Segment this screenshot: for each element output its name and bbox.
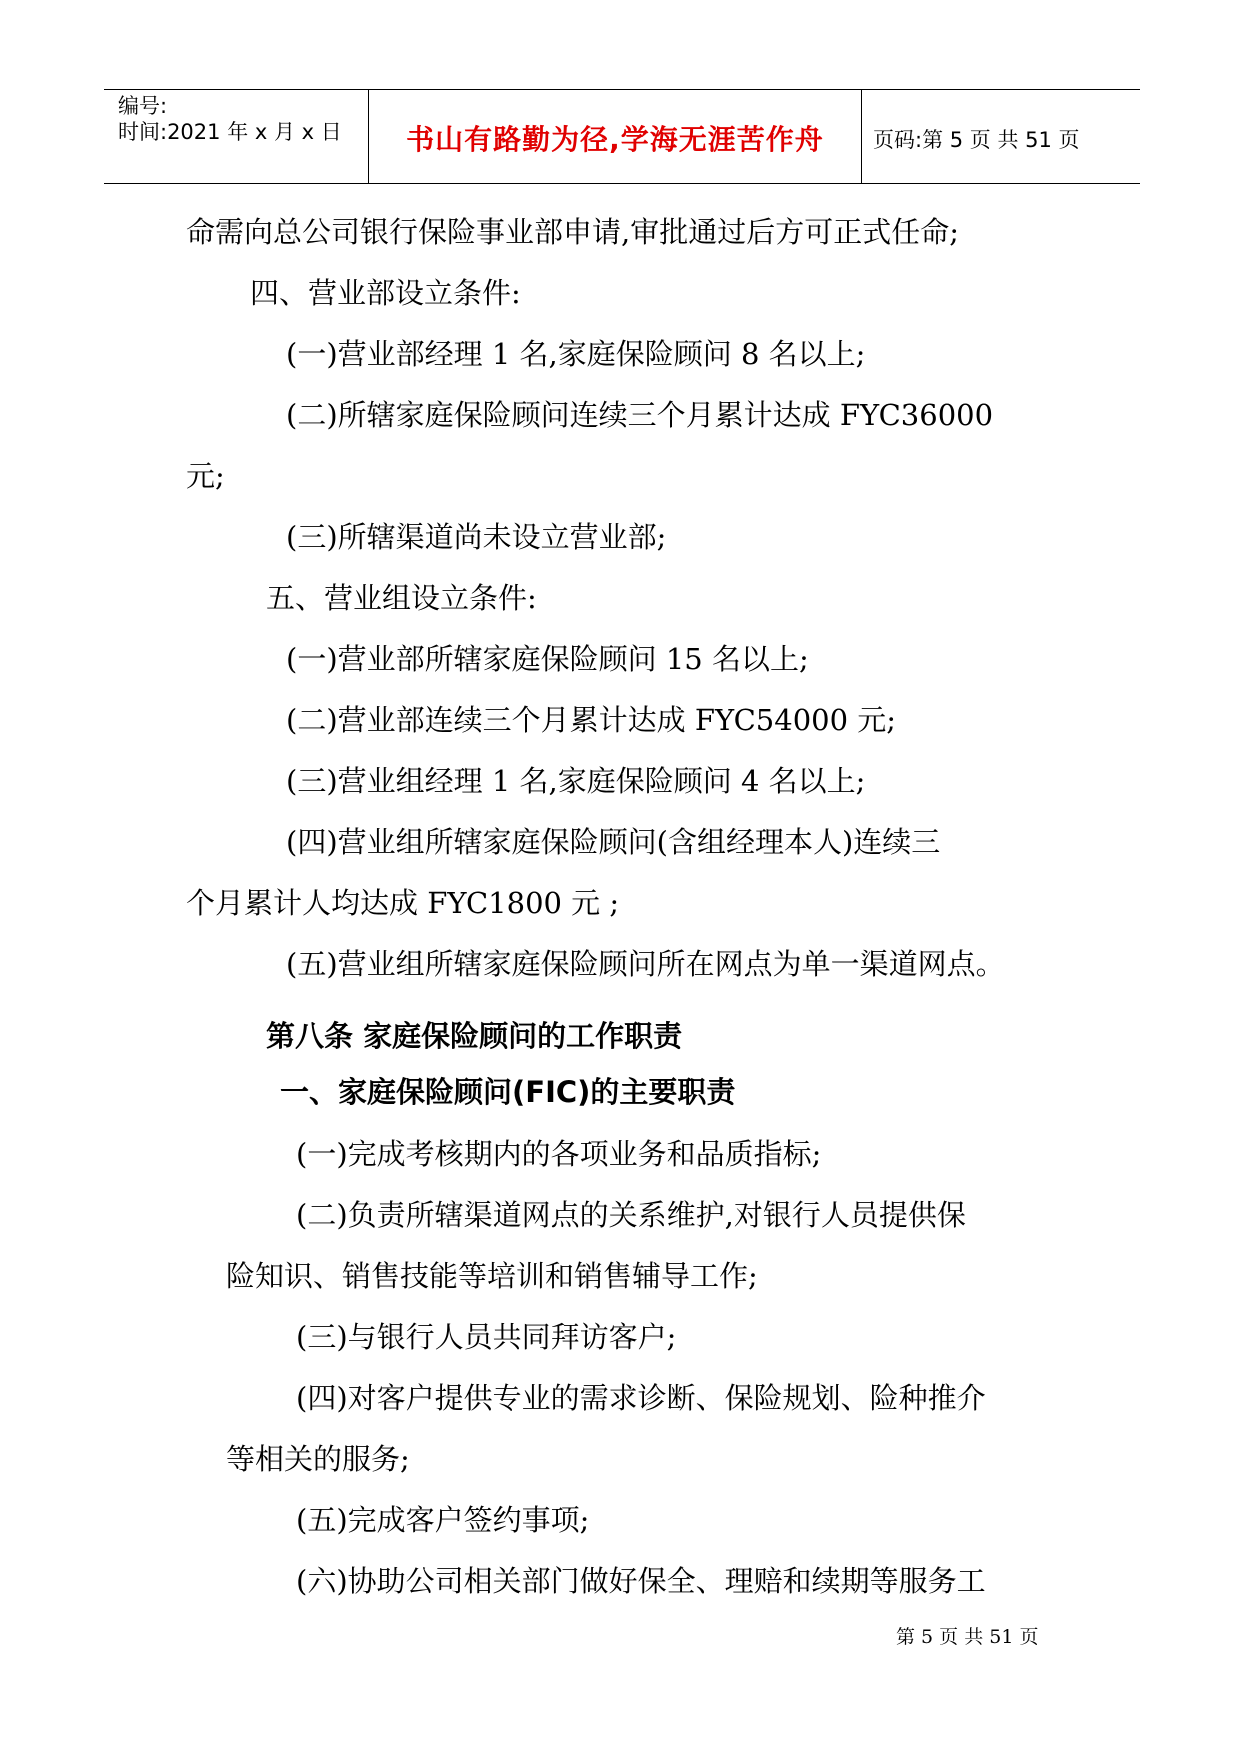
body-line: 险知识、销售技能等培训和销售辅导工作; — [226, 1259, 758, 1293]
document-header — [104, 89, 1140, 184]
subsection-heading: 一、家庭保险顾问(FIC)的主要职责 — [280, 1075, 736, 1109]
body-line: (三)与银行人员共同拜访客户; — [296, 1320, 677, 1354]
footer-page-number: 第 5 页 共 51 页 — [896, 1626, 1039, 1648]
body-line: (一)完成考核期内的各项业务和品质指标; — [296, 1137, 822, 1171]
article-heading: 第八条 家庭保险顾问的工作职责 — [266, 1019, 683, 1053]
body-line: (三)营业组经理 1 名,家庭保险顾问 4 名以上; — [286, 764, 866, 798]
body-line: 元; — [186, 459, 225, 493]
time-label: 时间:2021 年 x 月 x 日 — [118, 120, 342, 144]
body-line: 个月累计人均达成 FYC1800 元 ; — [186, 886, 620, 920]
body-line: (二)营业部连续三个月累计达成 FYC54000 元; — [286, 703, 897, 737]
body-line: (五)完成客户签约事项; — [296, 1503, 590, 1537]
body-line: (六)协助公司相关部门做好保全、理赔和续期等服务工 — [296, 1564, 986, 1598]
header-motto-cell — [368, 90, 862, 183]
motto: 书山有路勤为径,学海无涯苦作舟 — [406, 123, 824, 156]
body-line: (二)负责所辖渠道网点的关系维护,对银行人员提供保 — [296, 1198, 966, 1232]
section-heading: 五、营业组设立条件: — [266, 581, 537, 615]
body-line: (一)营业部经理 1 名,家庭保险顾问 8 名以上; — [286, 337, 866, 371]
section-heading: 四、营业部设立条件: — [250, 276, 521, 310]
body-line: (一)营业部所辖家庭保险顾问 15 名以上; — [286, 642, 809, 676]
body-line: (二)所辖家庭保险顾问连续三个月累计达成 FYC36000 — [286, 398, 994, 432]
body-line: 等相关的服务; — [226, 1442, 410, 1476]
body-line: (四)营业组所辖家庭保险顾问(含组经理本人)连续三 — [286, 825, 941, 859]
header-page-cell — [861, 90, 1140, 183]
header-page-info: 页码:第 5 页 共 51 页 — [873, 128, 1080, 152]
body-line: (四)对客户提供专业的需求诊断、保险规划、险种推介 — [296, 1381, 986, 1415]
body-line: (三)所辖渠道尚未设立营业部; — [286, 520, 667, 554]
serial-label: 编号: — [118, 94, 168, 118]
body-line: 命需向总公司银行保险事业部申请,审批通过后方可正式任命; — [186, 215, 959, 249]
body-line: (五)营业组所辖家庭保险顾问所在网点为单一渠道网点。 — [286, 947, 1005, 981]
header-meta — [104, 90, 368, 183]
